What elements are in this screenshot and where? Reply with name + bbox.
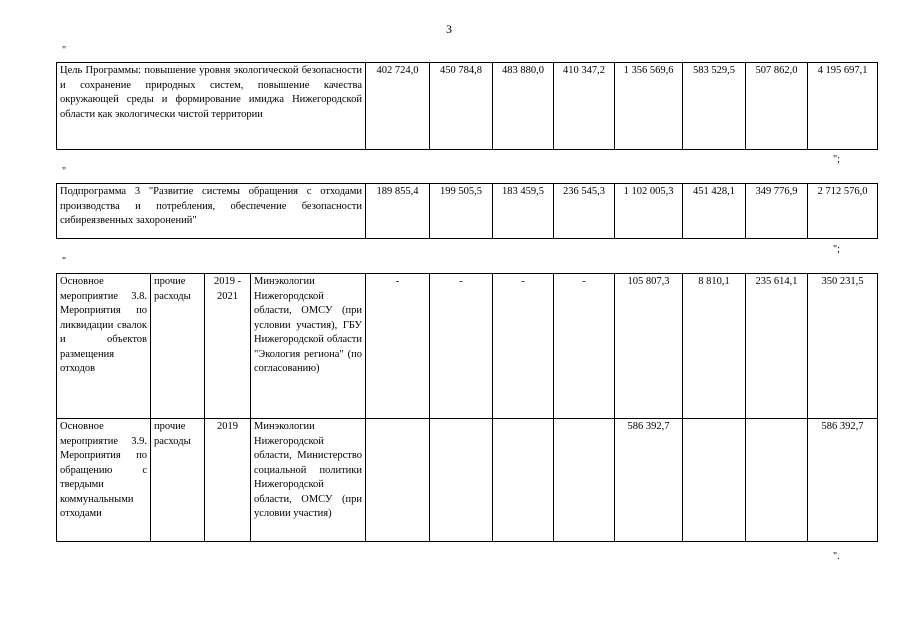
- activity-type: прочие расходы: [151, 419, 205, 542]
- goal-total: 4 195 697,1: [808, 63, 878, 150]
- activity-value: [683, 419, 746, 542]
- goal-value: 483 880,0: [493, 63, 554, 150]
- close-quote-mark: ".: [833, 551, 840, 562]
- goal-row: [57, 63, 878, 150]
- close-quote-mark: ";: [833, 244, 840, 255]
- table-row: [57, 419, 878, 542]
- activity-total: 586 392,7: [808, 419, 878, 542]
- activities-table: [56, 273, 878, 542]
- subprogram-table: [56, 183, 878, 239]
- table-row: [57, 274, 878, 419]
- activity-value: -: [554, 274, 615, 419]
- open-quote-mark: ": [62, 45, 67, 56]
- activity-value: [746, 419, 808, 542]
- subprogram-total: 2 712 576,0: [808, 184, 878, 239]
- activity-total: 350 231,5: [808, 274, 878, 419]
- activity-period: 2019: [205, 419, 251, 542]
- activity-value: 8 810,1: [683, 274, 746, 419]
- subprogram-text: Подпрограмма 3 "Развитие системы обращения с отходами производства и потребления, обеспечение безопасности сибиреязвенных захоронений": [57, 184, 366, 239]
- subprogram-value: 1 102 005,3: [615, 184, 683, 239]
- activity-value: 235 614,1: [746, 274, 808, 419]
- open-quote-mark: ": [62, 256, 67, 267]
- activity-value: [493, 419, 554, 542]
- activity-value: -: [366, 274, 430, 419]
- activity-value: -: [430, 274, 493, 419]
- subprogram-value: 236 545,3: [554, 184, 615, 239]
- activity-executor: Минэкологии Нижегородской области, Министерство социальной политики Нижегородской области, ОМСУ (при условии участия): [251, 419, 366, 542]
- subprogram-value: 349 776,9: [746, 184, 808, 239]
- activity-executor: Минэкологии Нижегородской области, ОМСУ (при условии участия), ГБУ Нижегородской области "Экология региона" (по согласованию): [251, 274, 366, 419]
- goal-value: 507 862,0: [746, 63, 808, 150]
- goal-text: Цель Программы: повышение уровня экологической безопасности и сохранение природных систем, повышение качества окружающей среды и формирование имиджа Нижегородской области как экологически чистой территории: [57, 63, 366, 150]
- activity-value: 586 392,7: [615, 419, 683, 542]
- activity-name: Основное мероприятие 3.8. Мероприятия по ликвидации свалок и объектов размещения отходов: [57, 274, 151, 419]
- subprogram-value: 451 428,1: [683, 184, 746, 239]
- subprogram-value: 183 459,5: [493, 184, 554, 239]
- open-quote-mark: ": [62, 166, 67, 177]
- activity-period: 2019 - 2021: [205, 274, 251, 419]
- close-quote-mark: ";: [833, 154, 840, 165]
- activity-value: [554, 419, 615, 542]
- subprogram-value: 189 855,4: [366, 184, 430, 239]
- goal-value: 583 529,5: [683, 63, 746, 150]
- subprogram-value: 199 505,5: [430, 184, 493, 239]
- activity-value: -: [493, 274, 554, 419]
- activity-value: [366, 419, 430, 542]
- goal-value: 450 784,8: [430, 63, 493, 150]
- goal-value: 402 724,0: [366, 63, 430, 150]
- activity-type: прочие расходы: [151, 274, 205, 419]
- activity-value: 105 807,3: [615, 274, 683, 419]
- activity-value: [430, 419, 493, 542]
- page-number: 3: [446, 22, 452, 36]
- activity-name: Основное мероприятие 3.9. Мероприятия по обращению с твердыми коммунальными отходами: [57, 419, 151, 542]
- goal-table: [56, 62, 878, 150]
- subprogram-row: [57, 184, 878, 239]
- goal-value: 1 356 569,6: [615, 63, 683, 150]
- goal-value: 410 347,2: [554, 63, 615, 150]
